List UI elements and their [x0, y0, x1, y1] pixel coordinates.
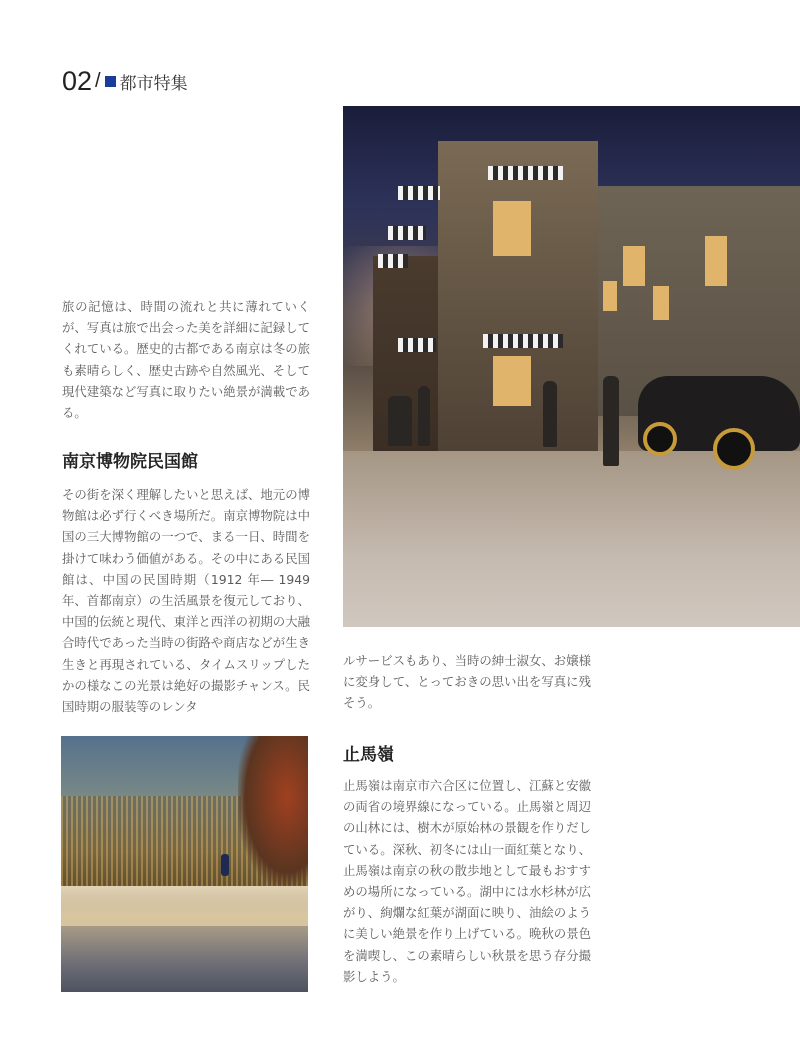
header-slash: / [95, 70, 101, 92]
zhimaling-lake-photo [61, 736, 308, 992]
museum-heading: 南京博物院民国館 [62, 452, 198, 472]
museum-paragraph-continued: ルサービスもあり、当時の紳士淑女、お嬢様に変身して、とっておきの思い出を写真に残そう。 [343, 653, 591, 711]
intro-paragraph: 旅の記憶は、時間の流れと共に薄れていくが、写真は旅で出会った美を詳細に記録してくれている。歴史的古都である南京は冬の旅も素晴らしく、歴史古跡や自然風光、そして現代建築など写真に取りたい絶景が満載である。 [62, 299, 310, 421]
section-title: 都市特集 [119, 74, 188, 94]
museum-paragraph: その街を深く理解したいと思えば、地元の博物館は必ず行くべき場所だ。南京博物院は中国の三大博物館の一つで、まる一日、時間を掛けて味わう価値がある。その中にある民国館は、中国の民国時期（1912 年― 1949 年、首都南京）の生活風景を復元しており、中国的伝統と現代、東洋と西洋の初期の大融合時代であった当時の街路や商店などが生き生きと再現されている、タイムスリップしたかの様なこの光景は絶好の撮影チャンス。民国時期の服装等のレンタ [62, 487, 310, 715]
zhimaling-heading: 止馬嶺 [343, 745, 394, 765]
republican-street-photo [343, 106, 800, 627]
page-number: 02 [62, 66, 93, 96]
zhimaling-paragraph: 止馬嶺は南京市六合区に位置し、江蘇と安徽の両省の境界線になっている。止馬嶺と周辺の山林には、樹木が原始林の景観を作りだしている。深秋、初冬には山一面紅葉となり、止馬嶺は南京の秋の散歩地として最もおすすめの場所になっている。湖中には水杉林が広がり、絢爛な紅葉が湖面に映り、油絵のように美しい絶景を作り上げている。晩秋の景色を満喫し、この素晴らしい秋景を思う存分撮影しよう。 [343, 778, 591, 984]
section-marker-square [105, 76, 116, 87]
page-header [62, 66, 188, 97]
